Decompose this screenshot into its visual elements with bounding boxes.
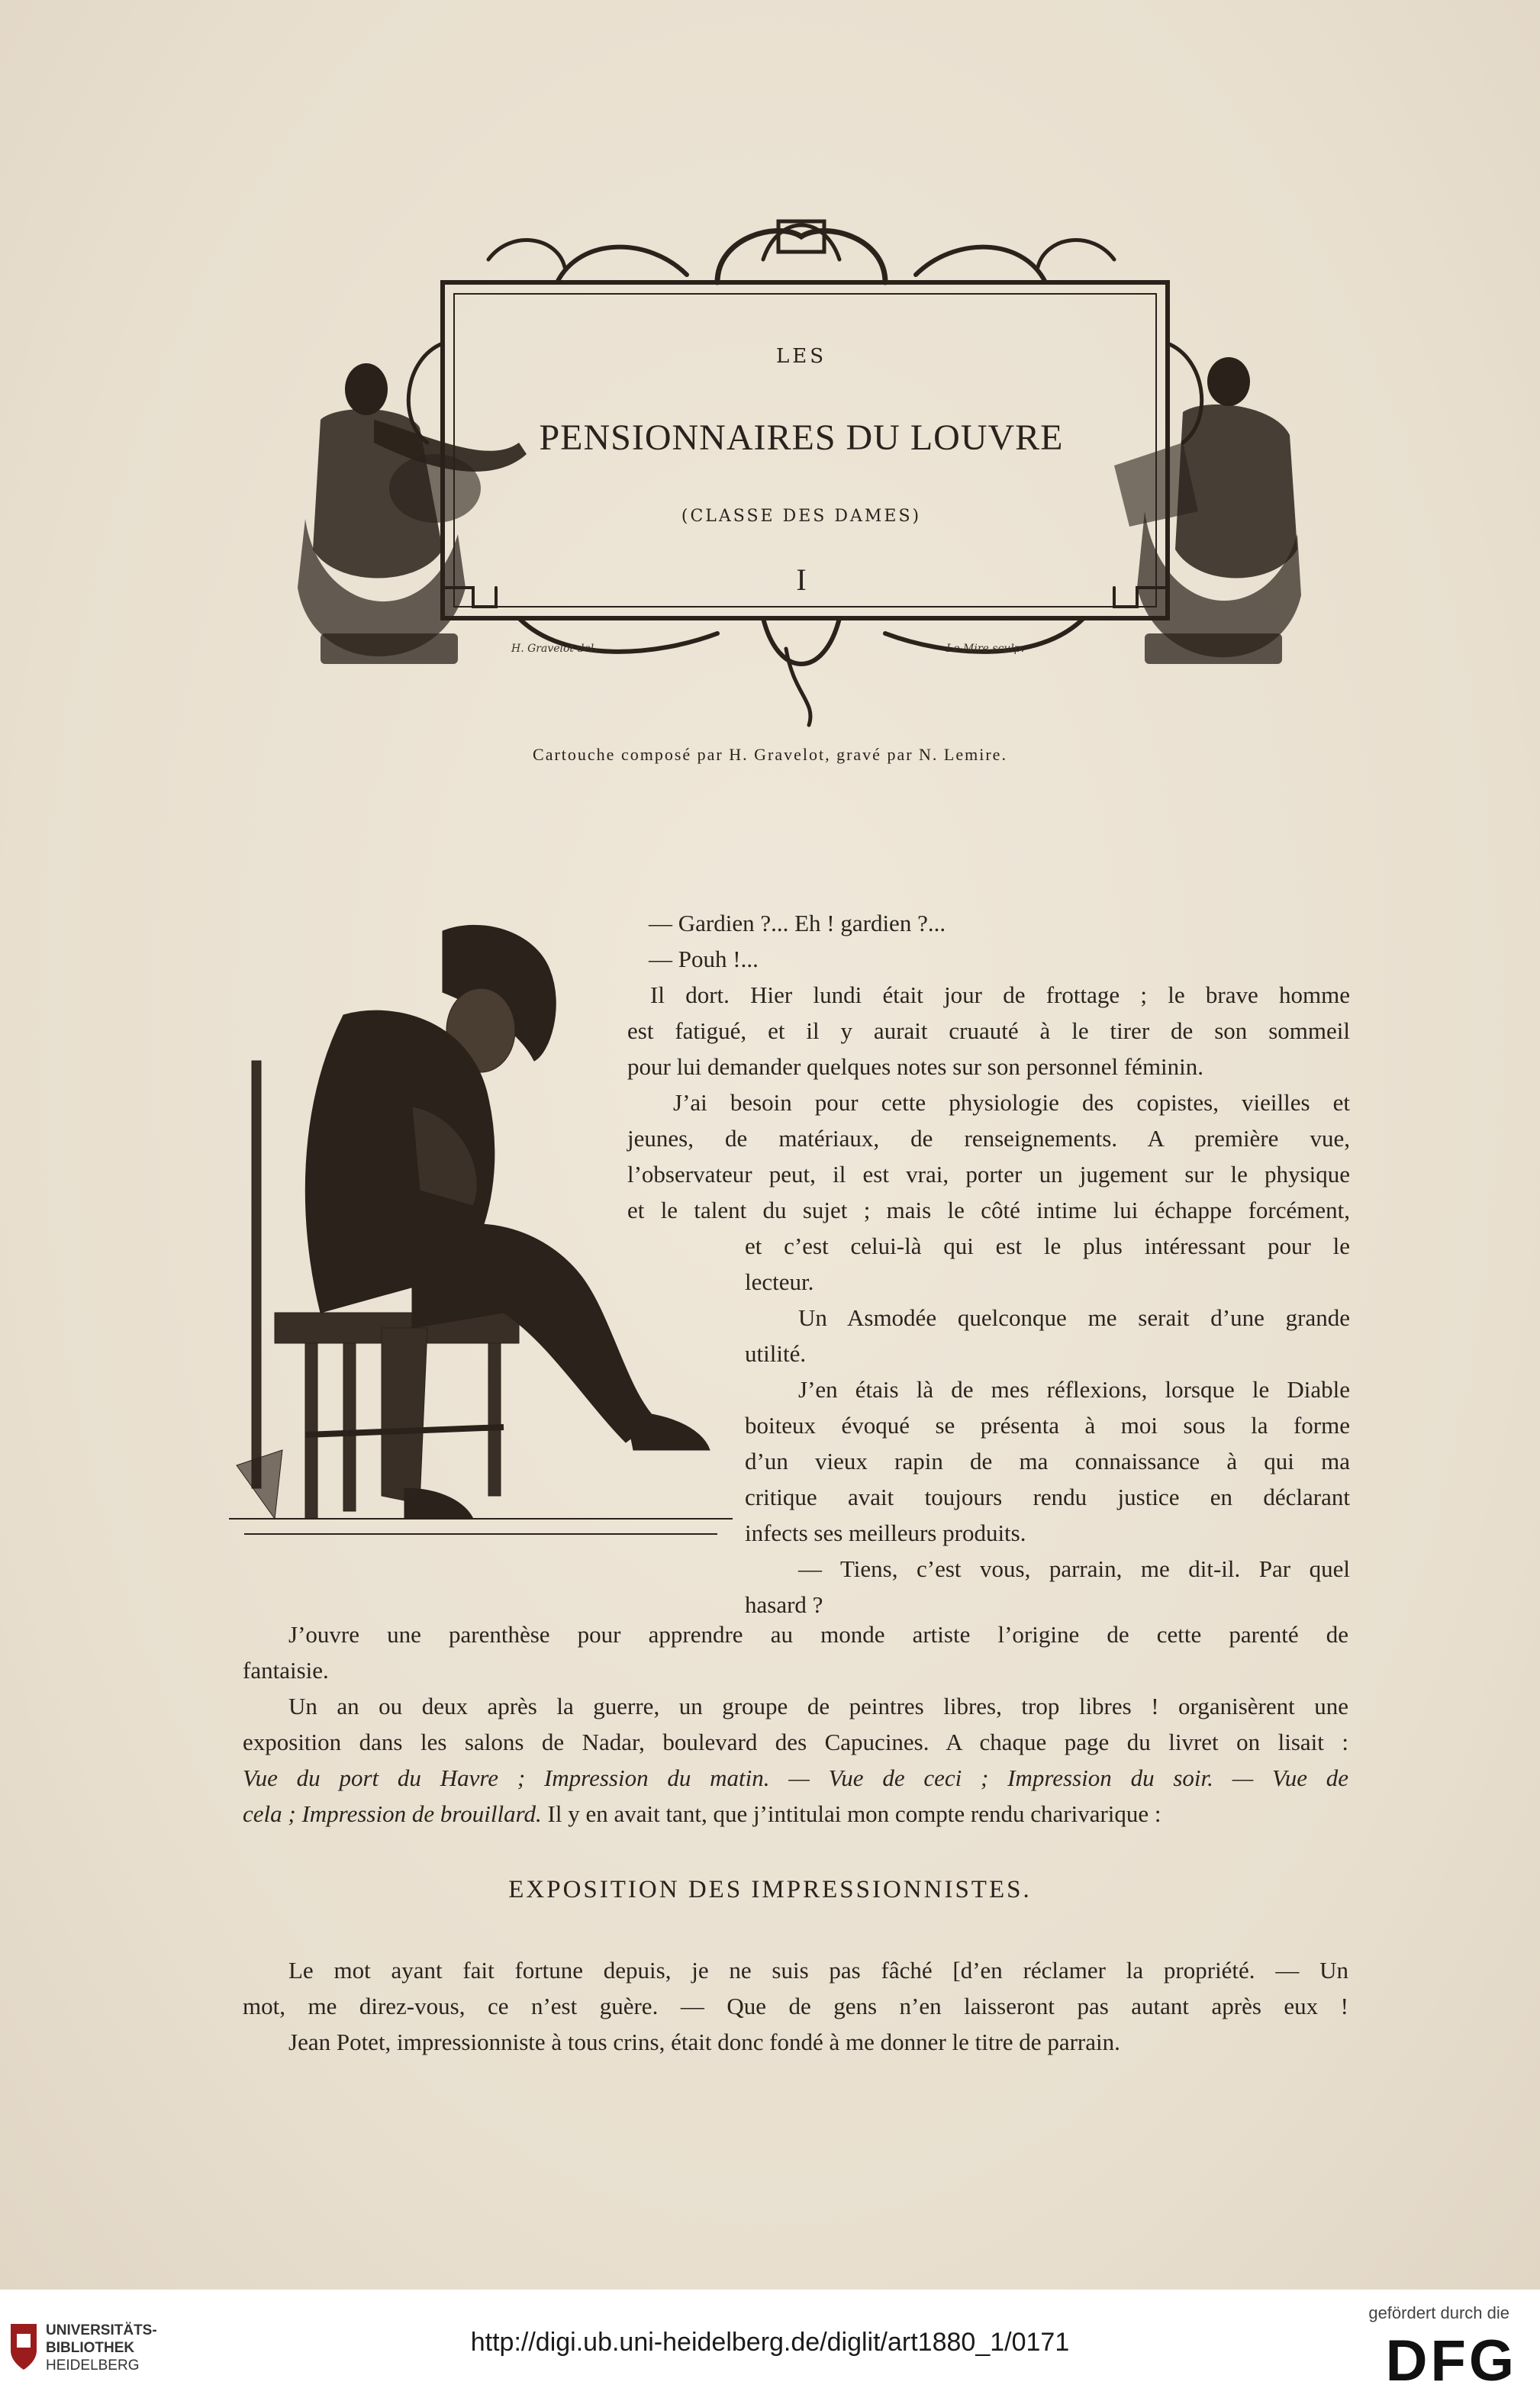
dialogue-line: — Gardien ?... Eh ! gardien ?...: [649, 910, 946, 936]
text-line: boiteux évoqué se présenta à moi sous la forme: [745, 1412, 1350, 1439]
text-line-italic: Vue du port du Havre ; Impression du matin. — Vue de ceci ; Impression du soir. — Vue de: [243, 1764, 1348, 1791]
text-line-mixed: [243, 1796, 1348, 1832]
artist-signature-left: H. Gravelot del.: [511, 643, 598, 655]
dialogue-line: — Pouh !...: [649, 946, 759, 972]
text-line: J’ai besoin pour cette physiologie des copistes, vieilles et: [673, 1089, 1350, 1116]
chapter-number: I: [796, 562, 807, 597]
univ-line: BIBLIOTHEK: [46, 2340, 135, 2356]
les-label: LES: [775, 345, 827, 368]
dfg-logo: DFG: [1385, 2328, 1517, 2393]
paragraph: [627, 977, 1350, 1228]
italic-fragment: cela ; Impression de brouillard.: [243, 1800, 542, 1827]
digital-library-footer: [0, 2290, 1540, 2401]
text-line: Un Asmodée quelconque me serait d’une grande: [798, 1304, 1350, 1331]
paragraph-narrow: [745, 1228, 1350, 1623]
text-line: hasard ?: [745, 1591, 823, 1618]
text-fragment: Il y en avait tant, que j’intitulai mon compte rendu charivarique :: [541, 1800, 1161, 1827]
text-line: lecteur.: [745, 1268, 814, 1295]
text-line: est fatigué, et il y aurait cruauté à le tirer de son sommeil: [627, 1017, 1350, 1044]
cartouche-caption: Cartouche composé par H. Gravelot, gravé par N. Lemire.: [533, 745, 1007, 764]
text-line: Un an ou deux après la guerre, un groupe de peintres libres, trop libres ! organisèrent une: [288, 1693, 1348, 1719]
paragraph-full: [243, 1616, 1348, 1832]
engraver-signature-right: Le Mire sculp.: [946, 643, 1025, 655]
univ-line: UNIVERSITÄTS-: [46, 2322, 157, 2338]
text-line: d’un vieux rapin de ma connaissance à qui ma: [745, 1448, 1350, 1474]
text-line: utilité.: [745, 1340, 807, 1367]
article-title: PENSIONNAIRES DU LOUVRE: [539, 417, 1064, 458]
cartouche-illustration: [290, 191, 1313, 740]
text-line: et c’est celui-là qui est le plus intéressant pour le: [745, 1233, 1350, 1259]
univ-line: HEIDELBERG: [46, 2357, 140, 2374]
text-line: mot, me direz-vous, ce n’est guère. — Que de gens n’en laisseront pas autant après eux !: [243, 1993, 1348, 2019]
text-line: J’en étais là de mes réflexions, lorsque le Diable: [798, 1376, 1350, 1403]
text-line: J’ouvre une parenthèse pour apprendre au monde artiste l’origine de cette parenté de: [288, 1621, 1348, 1648]
dialogue-lines: [649, 905, 1351, 977]
text-line: et le talent du sujet ; mais le côté intime lui échappe forcément,: [627, 1197, 1350, 1223]
text-line: pour lui demander quelques notes sur son personnel féminin.: [627, 1053, 1204, 1080]
text-line: fantaisie.: [243, 1657, 329, 1684]
text-line: infects ses meilleurs produits.: [745, 1520, 1026, 1546]
paragraph-final: [243, 1952, 1348, 2060]
text-line: l’observateur peut, il est vrai, porter un jugement sur le physique: [627, 1161, 1350, 1188]
text-line: Le mot ayant fait fortune depuis, je ne suis pas fâché [d’en réclamer la propriété. — Un: [288, 1957, 1348, 1984]
article-subtitle: (CLASSE DES DAMES): [681, 507, 922, 526]
text-line: Il dort. Hier lundi était jour de frottage ; le brave homme: [650, 981, 1350, 1008]
text-line: exposition dans les salons de Nadar, boulevard des Capucines. A chaque page du livret on lisait :: [243, 1729, 1348, 1755]
section-heading: EXPOSITION DES IMPRESSIONNISTES.: [508, 1876, 1032, 1903]
text-line: — Tiens, c’est vous, parrain, me dit-il. Par quel: [798, 1555, 1350, 1582]
ornamental-frame-image: [290, 191, 1313, 740]
funding-label: gefördert durch die: [1368, 2303, 1509, 2322]
text-line: Jean Potet, impressionniste à tous crins, était donc fondé à me donner le titre de parrain.: [288, 2029, 1120, 2055]
text-line: jeunes, de matériaux, de renseignements. A première vue,: [627, 1125, 1350, 1152]
permalink-url[interactable]: http://digi.ub.uni-heidelberg.de/diglit/art1880_1/0171: [470, 2328, 1070, 2357]
text-line: critique avait toujours rendu justice en déclarant: [745, 1484, 1350, 1510]
